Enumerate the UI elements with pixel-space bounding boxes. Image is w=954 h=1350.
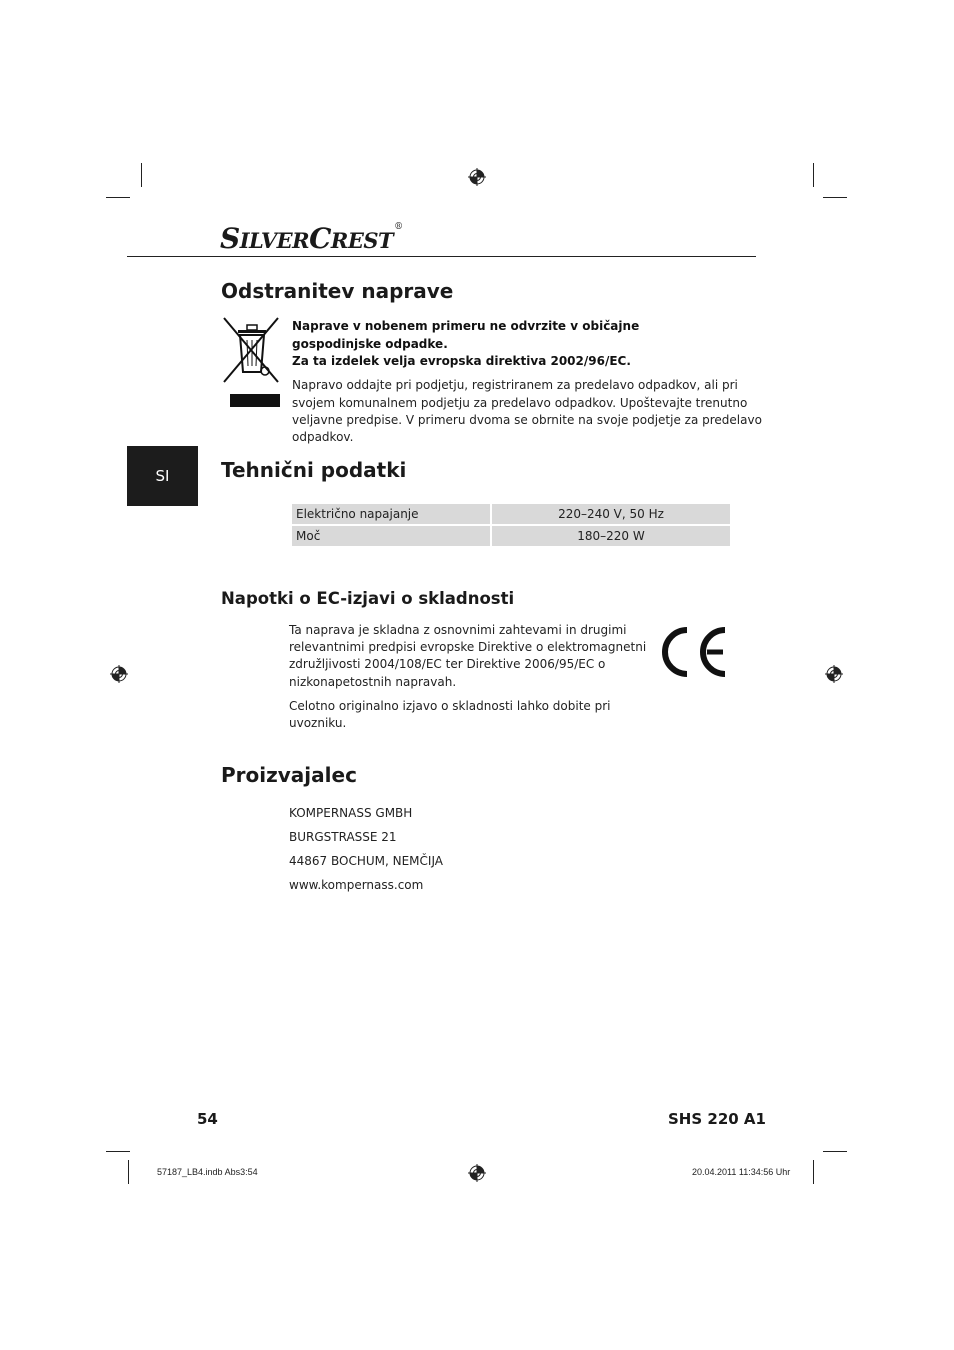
disposal-body-line: veljavne predpise. V primeru dvoma se obrnite na svoje podjetje za predelavo: [292, 413, 762, 427]
ec-heading: Napotki o EC-izjavi o skladnosti: [221, 589, 515, 608]
tech-spec-table: [290, 502, 732, 548]
disposal-body-line: odpadkov.: [292, 430, 354, 444]
table-row: [292, 526, 730, 546]
crop-mark: [813, 163, 814, 187]
print-slug-right: 20.04.2011 11:34:56 Uhr: [692, 1167, 791, 1177]
ec-body-line: nizkonapetostnih napravah.: [289, 675, 457, 689]
disposal-warning-line1: Naprave v nobenem primeru ne odvrzite v običajne: [292, 319, 640, 333]
tech-heading: Tehnični podatki: [221, 458, 407, 482]
crop-mark: [141, 163, 142, 187]
registration-mark-icon: [468, 1164, 486, 1182]
spec-value: 220–240 V, 50 Hz: [492, 504, 730, 524]
table-row: [292, 504, 730, 524]
manufacturer-street: BURGSTRASSE 21: [289, 830, 397, 844]
disposal-warning-line2: gospodinjske odpadke.: [292, 337, 448, 351]
registration-mark-icon: [110, 665, 128, 683]
disposal-heading: Odstranitev naprave: [221, 279, 454, 303]
spec-value: 180–220 W: [492, 526, 730, 546]
header-rule: [127, 256, 756, 257]
crop-mark: [128, 1160, 129, 1184]
ec-body-line: Ta naprava je skladna z osnovnimi zahtevami in drugimi: [289, 623, 627, 637]
ce-mark-icon: [657, 625, 731, 679]
registration-mark-icon: [825, 665, 843, 683]
ec-body-line: uvozniku.: [289, 716, 347, 730]
spec-label: Električno napajanje: [292, 504, 490, 524]
crop-mark: [106, 197, 130, 198]
ec-body-line: relevantnimi predpisi evropske Direktive o elektromagnetni: [289, 640, 647, 654]
disposal-body-line: Napravo oddajte pri podjetju, registriranem za predelavo odpadkov, ali pri: [292, 378, 738, 392]
silvercrest-logo: SILVERCREST®: [220, 222, 403, 255]
spec-label: Moč: [292, 526, 490, 546]
disposal-body-line: svojem komunalnem podjetju za predelavo odpadkov. Upoštevajte trenutno: [292, 396, 748, 410]
manufacturer-name: KOMPERNASS GMBH: [289, 806, 413, 820]
registration-mark-icon: [468, 168, 486, 186]
manufacturer-heading: Proizvajalec: [221, 763, 357, 787]
model-number: SHS 220 A1: [668, 1110, 766, 1128]
ec-body-line: Celotno originalno izjavo o skladnosti lahko dobite pri: [289, 699, 611, 713]
ec-body-line: združljivosti 2004/108/EC ter Direktive 2006/95/EC o: [289, 657, 606, 671]
crop-mark: [823, 1151, 847, 1152]
manufacturer-website: www.kompernass.com: [289, 878, 424, 892]
language-tab: SI: [127, 446, 198, 506]
disposal-directive-line: Za ta izdelek velja evropska direktiva 2002/96/EC.: [292, 354, 631, 368]
crop-mark: [823, 197, 847, 198]
print-slug-left: 57187_LB4.indb Abs3:54: [157, 1167, 258, 1177]
manufacturer-city: 44867 BOCHUM, NEMČIJA: [289, 854, 443, 868]
crop-mark: [813, 1160, 814, 1184]
crop-mark: [106, 1151, 130, 1152]
page-number: 54: [197, 1110, 218, 1128]
weee-bin-icon: [222, 316, 282, 408]
